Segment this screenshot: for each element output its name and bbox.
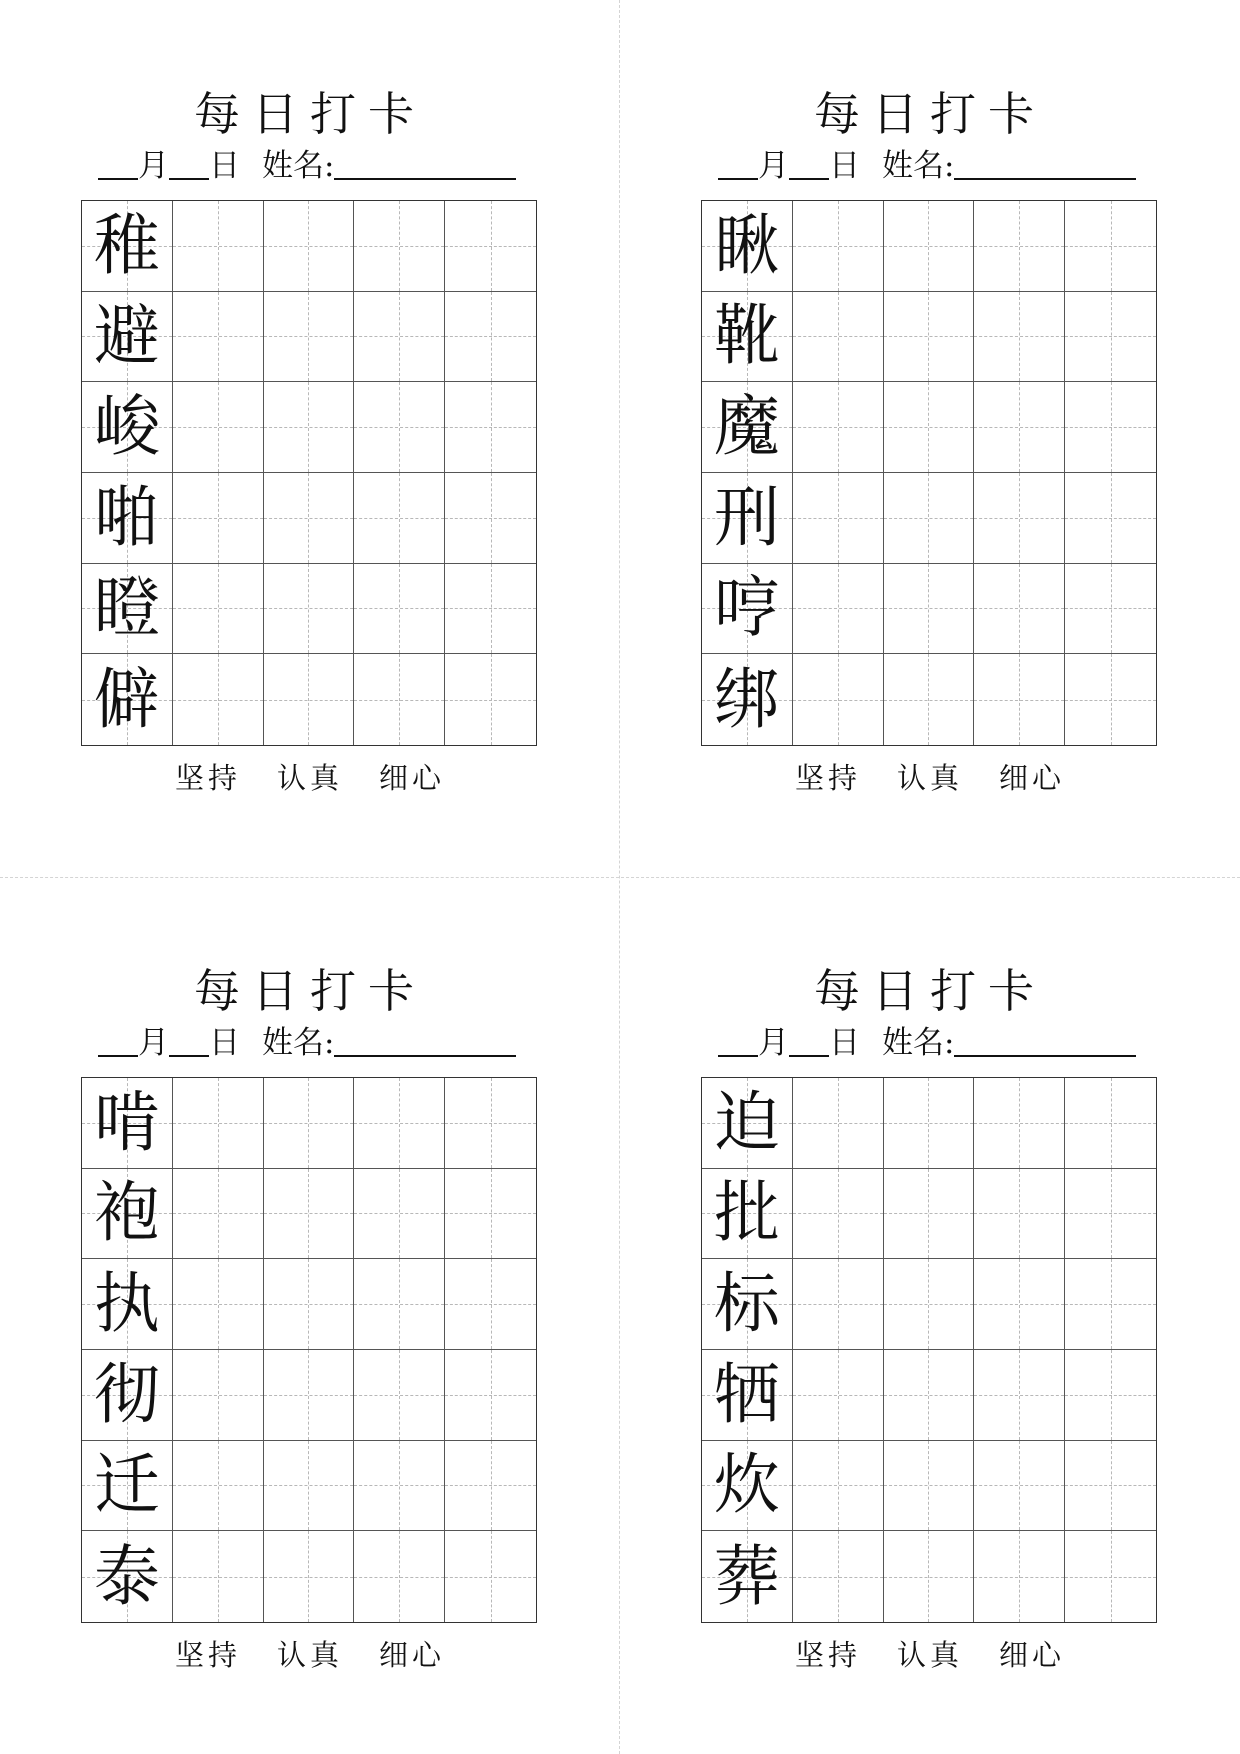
- writing-cell[interactable]: [173, 1441, 264, 1532]
- writing-cell[interactable]: [445, 382, 536, 473]
- date-name-line: [718, 146, 1158, 186]
- model-character: 啃: [93, 1083, 160, 1161]
- practice-card: [620, 0, 1240, 877]
- month-blank[interactable]: [718, 148, 758, 180]
- writing-cell[interactable]: [884, 1531, 975, 1622]
- writing-cell[interactable]: [793, 292, 884, 383]
- date-name-line: [718, 1023, 1158, 1063]
- model-character-cell: [82, 382, 173, 473]
- motto-item: 认真: [896, 761, 963, 795]
- motto: [620, 1635, 1240, 1675]
- writing-cell[interactable]: [354, 292, 445, 383]
- writing-cell[interactable]: [354, 564, 445, 655]
- writing-cell[interactable]: [354, 1078, 445, 1169]
- model-character-cell: [702, 1350, 793, 1441]
- writing-cell[interactable]: [354, 1531, 445, 1622]
- writing-cell[interactable]: [445, 1169, 536, 1260]
- model-character: 避: [93, 297, 160, 375]
- writing-cell[interactable]: [1065, 382, 1156, 473]
- writing-cell[interactable]: [1065, 292, 1156, 383]
- writing-cell[interactable]: [173, 292, 264, 383]
- writing-cell[interactable]: [264, 1441, 355, 1532]
- writing-cell[interactable]: [354, 201, 445, 292]
- writing-cell[interactable]: [1065, 1441, 1156, 1532]
- model-character-cell: [702, 473, 793, 564]
- writing-cell[interactable]: [264, 1259, 355, 1350]
- model-character-cell: [82, 654, 173, 745]
- day-blank[interactable]: [789, 1025, 829, 1057]
- motto-item: 坚持: [174, 761, 241, 795]
- writing-cell[interactable]: [884, 473, 975, 564]
- model-character: 啪: [93, 478, 160, 556]
- writing-cell[interactable]: [793, 654, 884, 745]
- model-character: 迁: [93, 1446, 160, 1524]
- month-label: 月: [758, 1025, 789, 1061]
- writing-cell[interactable]: [1065, 201, 1156, 292]
- writing-cell[interactable]: [445, 654, 536, 745]
- writing-cell[interactable]: [173, 1350, 264, 1441]
- model-character: 稚: [93, 206, 160, 284]
- model-character: 批: [713, 1174, 780, 1252]
- writing-cell[interactable]: [354, 1441, 445, 1532]
- writing-cell[interactable]: [974, 1531, 1065, 1622]
- writing-cell[interactable]: [264, 292, 355, 383]
- writing-cell[interactable]: [1065, 1531, 1156, 1622]
- writing-cell[interactable]: [354, 654, 445, 745]
- practice-card: [0, 877, 620, 1754]
- model-character-cell: [82, 1169, 173, 1260]
- writing-cell[interactable]: [884, 1350, 975, 1441]
- writing-cell[interactable]: [884, 292, 975, 383]
- day-blank[interactable]: [169, 148, 209, 180]
- day-label: 日: [829, 1025, 860, 1061]
- motto-item: 坚持: [174, 1638, 241, 1672]
- model-character-cell: [82, 1259, 173, 1350]
- date-name-line: [98, 1023, 538, 1063]
- writing-cell[interactable]: [793, 1531, 884, 1622]
- model-character-cell: [702, 1259, 793, 1350]
- tianzige-grid: [81, 200, 537, 746]
- model-character-cell: [702, 1169, 793, 1260]
- writing-cell[interactable]: [974, 201, 1065, 292]
- name-label: 姓名:: [262, 1025, 335, 1061]
- date-name-line: [98, 146, 538, 186]
- model-character-cell: [702, 654, 793, 745]
- model-character-cell: [82, 1441, 173, 1532]
- month-label: 月: [758, 148, 789, 184]
- writing-cell[interactable]: [173, 1169, 264, 1260]
- writing-cell[interactable]: [793, 564, 884, 655]
- month-label: 月: [138, 1025, 169, 1061]
- writing-cell[interactable]: [264, 382, 355, 473]
- motto-item: 细心: [999, 761, 1066, 795]
- name-blank[interactable]: [334, 148, 516, 180]
- writing-cell[interactable]: [884, 1441, 975, 1532]
- name-blank[interactable]: [334, 1025, 516, 1057]
- model-character-cell: [82, 1531, 173, 1622]
- writing-cell[interactable]: [793, 382, 884, 473]
- practice-card: [620, 877, 1240, 1754]
- name-label: 姓名:: [882, 1025, 955, 1061]
- model-character: 魔: [713, 388, 780, 466]
- writing-cell[interactable]: [445, 1078, 536, 1169]
- day-blank[interactable]: [169, 1025, 209, 1057]
- writing-cell[interactable]: [354, 382, 445, 473]
- writing-cell[interactable]: [264, 473, 355, 564]
- writing-cell[interactable]: [173, 1078, 264, 1169]
- writing-cell[interactable]: [1065, 654, 1156, 745]
- model-character: 炊: [713, 1446, 780, 1524]
- month-blank[interactable]: [718, 1025, 758, 1057]
- writing-cell[interactable]: [974, 473, 1065, 564]
- practice-card: [0, 0, 620, 877]
- writing-cell[interactable]: [173, 382, 264, 473]
- model-character: 瞪: [93, 569, 160, 647]
- tianzige-grid: [81, 1077, 537, 1623]
- model-character-cell: [702, 292, 793, 383]
- model-character: 瞅: [713, 206, 780, 284]
- motto-item: 坚持: [794, 761, 861, 795]
- model-character: 彻: [93, 1355, 160, 1433]
- model-character-cell: [702, 201, 793, 292]
- model-character: 泰: [93, 1537, 160, 1615]
- model-character-cell: [702, 1078, 793, 1169]
- motto: [0, 1635, 620, 1675]
- tianzige-grid: [701, 1077, 1157, 1623]
- tianzige-grid: [701, 200, 1157, 746]
- writing-cell[interactable]: [793, 1169, 884, 1260]
- writing-cell[interactable]: [173, 1259, 264, 1350]
- writing-cell[interactable]: [884, 654, 975, 745]
- writing-cell[interactable]: [264, 1169, 355, 1260]
- writing-cell[interactable]: [884, 1078, 975, 1169]
- day-label: 日: [829, 148, 860, 184]
- writing-cell[interactable]: [445, 1350, 536, 1441]
- writing-cell[interactable]: [884, 382, 975, 473]
- model-character-cell: [82, 201, 173, 292]
- model-character: 僻: [93, 660, 160, 738]
- writing-cell[interactable]: [173, 654, 264, 745]
- writing-cell[interactable]: [354, 473, 445, 564]
- writing-cell[interactable]: [884, 201, 975, 292]
- writing-cell[interactable]: [173, 564, 264, 655]
- writing-cell[interactable]: [884, 1169, 975, 1260]
- motto-item: 细心: [379, 1638, 446, 1672]
- name-blank[interactable]: [954, 148, 1136, 180]
- name-blank[interactable]: [954, 1025, 1136, 1057]
- model-character: 刑: [713, 478, 780, 556]
- month-blank[interactable]: [98, 1025, 138, 1057]
- writing-cell[interactable]: [974, 1441, 1065, 1532]
- model-character: 靴: [713, 297, 780, 375]
- writing-cell[interactable]: [974, 1350, 1065, 1441]
- writing-cell[interactable]: [445, 292, 536, 383]
- writing-cell[interactable]: [1065, 1350, 1156, 1441]
- writing-cell[interactable]: [974, 292, 1065, 383]
- writing-cell[interactable]: [884, 564, 975, 655]
- writing-cell[interactable]: [1065, 1078, 1156, 1169]
- writing-cell[interactable]: [173, 473, 264, 564]
- writing-cell[interactable]: [793, 1259, 884, 1350]
- writing-cell[interactable]: [445, 201, 536, 292]
- model-character: 执: [93, 1265, 160, 1343]
- writing-cell[interactable]: [1065, 1259, 1156, 1350]
- motto-item: 认真: [276, 1638, 343, 1672]
- writing-cell[interactable]: [445, 473, 536, 564]
- writing-cell[interactable]: [1065, 1169, 1156, 1260]
- writing-cell[interactable]: [974, 654, 1065, 745]
- model-character-cell: [82, 292, 173, 383]
- writing-cell[interactable]: [173, 201, 264, 292]
- writing-cell[interactable]: [793, 1350, 884, 1441]
- writing-cell[interactable]: [264, 1350, 355, 1441]
- writing-cell[interactable]: [264, 201, 355, 292]
- model-character-cell: [82, 1350, 173, 1441]
- motto-item: 细心: [999, 1638, 1066, 1672]
- writing-cell[interactable]: [793, 1078, 884, 1169]
- model-character: 迫: [713, 1083, 780, 1161]
- writing-cell[interactable]: [793, 1441, 884, 1532]
- model-character-cell: [82, 1078, 173, 1169]
- card-title: 每日打卡: [814, 87, 1046, 141]
- writing-cell[interactable]: [173, 1531, 264, 1622]
- writing-cell[interactable]: [793, 473, 884, 564]
- model-character-cell: [702, 1441, 793, 1532]
- motto: [620, 758, 1240, 798]
- card-title: 每日打卡: [194, 964, 426, 1018]
- model-character: 绑: [713, 660, 780, 738]
- writing-cell[interactable]: [264, 1531, 355, 1622]
- writing-cell[interactable]: [445, 1441, 536, 1532]
- writing-cell[interactable]: [264, 564, 355, 655]
- model-character: 袍: [93, 1174, 160, 1252]
- writing-cell[interactable]: [974, 1078, 1065, 1169]
- model-character: 标: [713, 1265, 780, 1343]
- writing-cell[interactable]: [974, 1259, 1065, 1350]
- model-character: 葬: [713, 1537, 780, 1615]
- model-character-cell: [702, 564, 793, 655]
- writing-cell[interactable]: [264, 1078, 355, 1169]
- model-character-cell: [702, 1531, 793, 1622]
- model-character-cell: [702, 382, 793, 473]
- model-character: 牺: [713, 1355, 780, 1433]
- writing-cell[interactable]: [354, 1350, 445, 1441]
- card-title: 每日打卡: [194, 87, 426, 141]
- month-blank[interactable]: [98, 148, 138, 180]
- writing-cell[interactable]: [264, 654, 355, 745]
- model-character: 哼: [713, 569, 780, 647]
- month-label: 月: [138, 148, 169, 184]
- model-character-cell: [82, 564, 173, 655]
- motto-item: 认真: [276, 761, 343, 795]
- motto-item: 细心: [379, 761, 446, 795]
- model-character: 峻: [93, 388, 160, 466]
- day-label: 日: [209, 148, 240, 184]
- name-label: 姓名:: [882, 148, 955, 184]
- writing-cell[interactable]: [445, 1259, 536, 1350]
- day-blank[interactable]: [789, 148, 829, 180]
- writing-cell[interactable]: [1065, 564, 1156, 655]
- writing-cell[interactable]: [445, 564, 536, 655]
- writing-cell[interactable]: [884, 1259, 975, 1350]
- motto-item: 坚持: [794, 1638, 861, 1672]
- model-character-cell: [82, 473, 173, 564]
- motto: [0, 758, 620, 798]
- motto-item: 认真: [896, 1638, 963, 1672]
- writing-cell[interactable]: [974, 382, 1065, 473]
- name-label: 姓名:: [262, 148, 335, 184]
- card-title: 每日打卡: [814, 964, 1046, 1018]
- writing-cell[interactable]: [354, 1259, 445, 1350]
- writing-cell[interactable]: [974, 564, 1065, 655]
- day-label: 日: [209, 1025, 240, 1061]
- writing-cell[interactable]: [354, 1169, 445, 1260]
- writing-cell[interactable]: [974, 1169, 1065, 1260]
- writing-cell[interactable]: [793, 201, 884, 292]
- writing-cell[interactable]: [1065, 473, 1156, 564]
- writing-cell[interactable]: [445, 1531, 536, 1622]
